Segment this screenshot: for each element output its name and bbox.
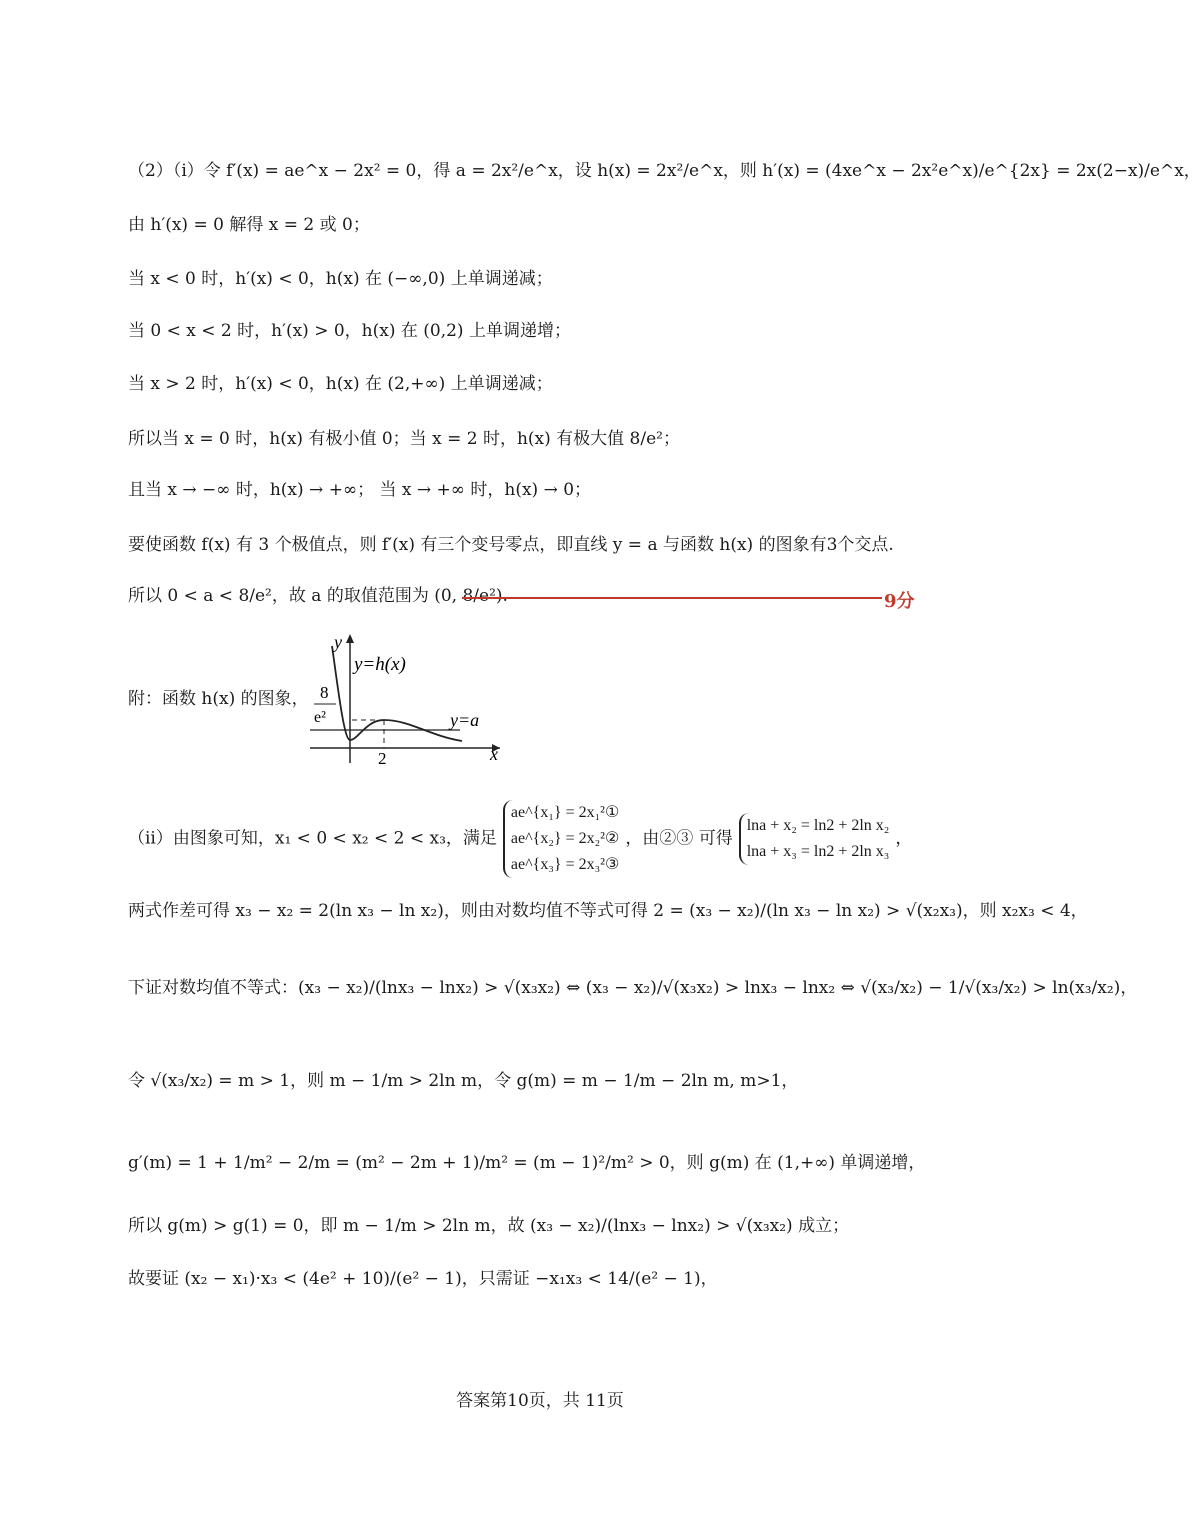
- system2-eq1: lna + x₂ = ln2 + 2ln x₂: [746, 817, 890, 834]
- curve-label: y=h(x): [354, 654, 406, 675]
- line-substitute-m: 令 √(x₃/x₂) = m > 1，则 m − 1/m > 2ln m，令 g(m) = m − 1/m − 2ln m, m>1，: [128, 1071, 799, 1091]
- line-graph-caption: 附：函数 h(x) 的图象，: [128, 689, 309, 709]
- y-tick-den: e²: [314, 709, 326, 726]
- part2-ii-text-2: ，由②③ 可得: [625, 828, 733, 849]
- line-prove-log-mean: 下证对数均值不等式：(x₃ − x₂)/(lnx₃ − lnx₂) > √(x₃x₂) ⇔ (x₃ − x₂)/√(x₃x₂) > lnx₃ − lnx₂ ⇔ √(x₃/x₂) − 1/√(x₃/x₂) > ln(x₃/x₂)，: [128, 978, 1138, 998]
- line-range-of-a: 所以 0 < a < 8/e²，故 a 的取值范围为 (0, 8/e²).: [128, 586, 508, 606]
- line-final-goal: 故要证 (x₂ − x₁)·x₃ < (4e² + 10)/(e² − 1)，只需证 −x₁x₃ < 14/(e² − 1)，: [128, 1269, 718, 1289]
- x-tick-2: 2: [378, 749, 387, 768]
- line-extrema: 所以当 x = 0 时，h(x) 有极小值 0；当 x = 2 时，h(x) 有极大值 8/e²；: [128, 429, 680, 449]
- part2-ii-text: （ii）由图象可知，x₁ < 0 < x₂ < 2 < x₃，满足: [128, 828, 497, 849]
- y-axis-arrow: [346, 634, 354, 643]
- line-g-derivative: g′(m) = 1 + 1/m² − 2/m = (m² − 2m + 1)/m² = (m − 1)²/m² > 0，则 g(m) 在 (1,+∞) 单调递增，: [128, 1153, 926, 1173]
- x-axis-label: x: [490, 744, 498, 764]
- line-case-large: 当 x > 2 时，h′(x) < 0，h(x) 在 (2,+∞) 上单调递减；: [128, 374, 553, 394]
- line-case-middle: 当 0 < x < 2 时，h′(x) > 0，h(x) 在 (0,2) 上单调递增；: [128, 321, 571, 341]
- score-marker-line: [462, 597, 882, 599]
- score-label: 9分: [884, 591, 915, 612]
- line-solve-derivative: 由 h′(x) = 0 解得 x = 2 或 0；: [128, 215, 370, 235]
- line-log-mean-inequality: 两式作差可得 x₃ − x₂ = 2(ln x₃ − ln x₂)，则由对数均值不等式可得 2 = (x₃ − x₂)/(ln x₃ − ln x₂) > √(x₂x₃)，则 x₂x₃ < 4，: [128, 901, 1088, 921]
- system-equations-1: [503, 800, 619, 878]
- system-equations-2: [739, 813, 890, 865]
- page-footer: 答案第10页，共 11页: [456, 1391, 624, 1411]
- line-limits: 且当 x → −∞ 时，h(x) → +∞； 当 x → +∞ 时，h(x) → 0；: [128, 480, 592, 500]
- system-end-punct: ，: [895, 828, 913, 849]
- line-case-negative: 当 x < 0 时，h′(x) < 0，h(x) 在 (−∞,0) 上单调递减；: [128, 269, 553, 289]
- line-a-label: y=a: [450, 710, 480, 730]
- line-part2-ii: [128, 800, 912, 878]
- line-part2-i: （2）（i）令 f′(x) = ae^x − 2x² = 0，得 a = 2x²/e^x，设 h(x) = 2x²/e^x，则 h′(x) = (4xe^x − 2x²e^x)/e^{2x} = 2x(2−x)/e^x，: [128, 161, 1201, 181]
- graph-h-x: [300, 628, 510, 768]
- system1-eq2: ae^{x₂} = 2x₂²②: [510, 830, 620, 847]
- system1-eq3: ae^{x₃} = 2x₃²③: [510, 856, 620, 873]
- y-tick-num: 8: [320, 683, 329, 702]
- line-conclusion: 所以 g(m) > g(1) = 0，即 m − 1/m > 2ln m，故 (x₃ − x₂)/(lnx₃ − lnx₂) > √(x₃x₂) 成立；: [128, 1216, 850, 1236]
- y-axis-label: y: [334, 632, 342, 652]
- system2-eq2: lna + x₃ = ln2 + 2ln x₃: [746, 843, 890, 860]
- system1-eq1: ae^{x₁} = 2x₁²①: [510, 804, 620, 821]
- line-three-extrema: 要使函数 f(x) 有 3 个极值点，则 f′(x) 有三个变号零点，即直线 y = a 与函数 h(x) 的图象有3个交点.: [128, 535, 894, 555]
